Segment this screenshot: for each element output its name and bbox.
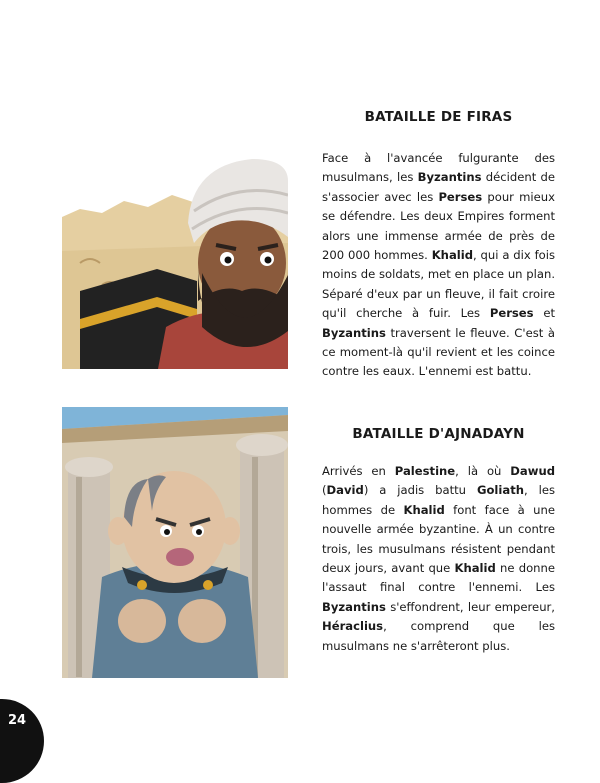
text-run: Face à l'avancée fulgurante des musulmans, les: [322, 151, 555, 185]
text-run: Arrivés en: [322, 464, 395, 478]
khalid-kaaba-drawing: [62, 151, 288, 369]
bold-keyword: Byzantins: [417, 170, 482, 185]
page-number: 24: [8, 713, 27, 728]
illustration-khalid-kaaba: [62, 151, 288, 369]
paragraph-firas: [322, 149, 555, 382]
bold-keyword: Khalid: [403, 502, 445, 517]
text-run: , là où: [455, 464, 511, 478]
section-heading-firas: BATAILLE DE FIRAS: [364, 109, 513, 125]
bold-keyword: Byzantins: [322, 599, 386, 614]
paragraph-ajnadayn: [322, 462, 555, 656]
bold-keyword: Perses: [438, 189, 483, 204]
text-run: décident de s'associer avec les: [322, 170, 555, 204]
bold-keyword: Palestine: [394, 464, 456, 478]
bold-keyword: Perses: [489, 306, 534, 321]
bold-keyword: Héraclius: [322, 619, 384, 634]
bold-keyword: Khalid: [431, 248, 474, 263]
text-run: , comprend que les musulmans ne s'arrêteront plus.: [322, 619, 555, 653]
illustration-heraclius: [62, 407, 288, 678]
text-run: et: [533, 306, 555, 321]
text-run: traversent le fleuve. C'est à ce moment-là qu'il revient et les coince contre les eaux. L'ennemi est battu.: [322, 325, 555, 379]
text-run: ) a jadis battu: [363, 483, 477, 498]
text-run: pour mieux se défendre. Les deux Empires forment alors une immense armée de près de 200 000 hommes.: [322, 189, 555, 263]
bold-keyword: David: [326, 483, 364, 498]
text-run: , qui a dix fois moins de soldats, met en place un plan. Séparé d'eux par un fleuve, il fait croire qu'il cherche à fuir. Les: [322, 248, 556, 321]
text-run: font face à une nouvelle armée byzantine. À un contre trois, les musulmans résistent pendant deux jours, avant que: [322, 502, 555, 576]
heraclius-drawing: [62, 407, 288, 678]
text-run: s'effondrent, leur empereur,: [385, 599, 555, 614]
bold-keyword: Dawud: [510, 464, 555, 478]
section-heading-ajnadayn: BATAILLE D'AJNADAYN: [352, 426, 525, 442]
bold-keyword: Khalid: [454, 561, 496, 576]
bold-keyword: Byzantins: [322, 325, 386, 340]
text-run: , les hommes de: [322, 483, 555, 517]
text-run: ne donne l'assaut final contre l'ennemi. Les: [322, 561, 555, 595]
bold-keyword: Goliath: [476, 483, 524, 498]
text-run: (: [322, 483, 327, 498]
page-corner-badge: [0, 699, 44, 783]
